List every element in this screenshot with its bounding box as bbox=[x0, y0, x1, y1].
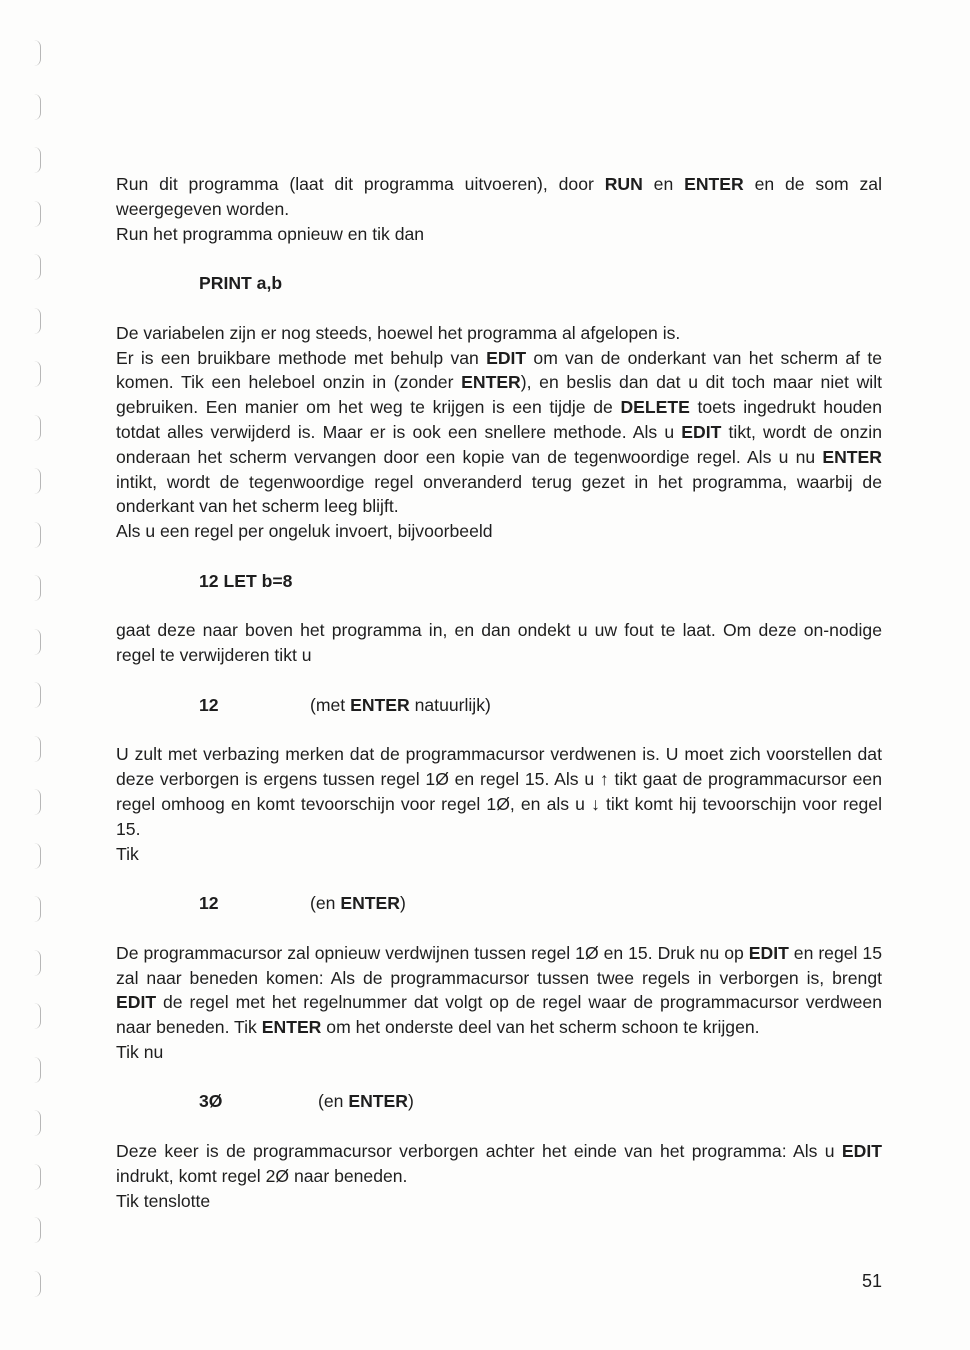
paragraph-accidental-line: Als u een regel per ongeluk invoert, bijvoorbeeld bbox=[116, 521, 493, 542]
keyword-enter: ENTER bbox=[261, 1017, 322, 1038]
paragraph-cursor-hidden: U zult met verbazing merken dat de programmacursor verdwenen is. U moet zich voorstellen dat deze verborgen is ergens tussen regel 1Ø en regel 15. Als u ↑ tikt gaat de programmacursor een regel omhoog en komt tevoorschijn voor regel 1Ø, en als u ↓ tikt komt hij tevoorschijn voor regel 15. bbox=[116, 744, 882, 839]
binding-hole-mark bbox=[34, 94, 41, 120]
paragraph-end-of-program: Deze keer is de programmacursor verborgen achter het einde van het programma: Als u EDIT indrukt, komt regel 2Ø naar beneden. bbox=[116, 1141, 882, 1186]
paragraph-tik-tenslotte: Tik tenslotte bbox=[116, 1190, 211, 1211]
keyword-run: RUN bbox=[604, 174, 643, 194]
code-example-30-enter: 3Ø (en ENTER) bbox=[199, 1089, 882, 1114]
binding-hole-marks bbox=[28, 40, 48, 1320]
paragraph-tik: Tik bbox=[116, 843, 139, 864]
binding-hole-mark bbox=[34, 1217, 41, 1243]
binding-hole-mark bbox=[34, 736, 41, 762]
keyword-edit: EDIT bbox=[116, 992, 157, 1013]
binding-hole-mark bbox=[34, 575, 41, 601]
code-example-let: 12 LET b=8 bbox=[199, 570, 293, 591]
binding-hole-mark bbox=[34, 789, 41, 815]
binding-hole-mark bbox=[34, 254, 41, 280]
code-note: (en ENTER) bbox=[318, 1091, 414, 1112]
binding-hole-mark bbox=[34, 468, 41, 494]
code-example-12-enter-2: 12 (en ENTER) bbox=[199, 891, 882, 916]
binding-hole-mark bbox=[34, 629, 41, 655]
binding-hole-mark bbox=[34, 1164, 41, 1190]
paragraph-run-program: Run dit programma (laat dit programma uitvoeren), door RUN en ENTER en de som zal weergegeven worden. bbox=[116, 174, 882, 219]
code-example-12-enter: 12 (met ENTER natuurlijk) bbox=[199, 693, 882, 718]
paragraph-variables: De variabelen zijn er nog steeds, hoewel het programma al afgelopen is. bbox=[116, 322, 681, 343]
binding-hole-mark bbox=[34, 415, 41, 441]
paragraph-run-again: Run het programma opnieuw en tik dan bbox=[116, 223, 425, 244]
keyword-edit: EDIT bbox=[486, 347, 527, 368]
binding-hole-mark bbox=[34, 843, 41, 869]
keyword-enter: ENTER bbox=[461, 372, 521, 393]
binding-hole-mark bbox=[34, 361, 41, 387]
code-note: (en ENTER) bbox=[310, 893, 406, 914]
binding-hole-mark bbox=[34, 201, 41, 227]
binding-hole-mark bbox=[34, 1057, 41, 1083]
binding-hole-mark bbox=[34, 1271, 41, 1297]
binding-hole-mark bbox=[34, 1003, 41, 1029]
code-note: (met ENTER natuurlijk) bbox=[310, 694, 491, 715]
binding-hole-mark bbox=[34, 308, 41, 334]
keyword-delete: DELETE bbox=[620, 397, 690, 418]
binding-hole-mark bbox=[34, 522, 41, 548]
page-number: 51 bbox=[861, 1271, 882, 1291]
binding-hole-mark bbox=[34, 1110, 41, 1136]
up-arrow-icon: ↑ bbox=[599, 769, 609, 790]
keyword-enter: ENTER bbox=[684, 174, 744, 194]
down-arrow-icon: ↓ bbox=[591, 793, 600, 814]
binding-hole-mark bbox=[34, 147, 41, 173]
binding-hole-mark bbox=[34, 950, 41, 976]
paragraph-remove-line: gaat deze naar boven het programma in, en dan ondekt u uw fout te laat. Om deze on-nodige regel te verwijderen tikt u bbox=[116, 620, 882, 666]
code-example-print: PRINT a,b bbox=[199, 273, 283, 294]
binding-hole-mark bbox=[34, 682, 41, 708]
keyword-edit: EDIT bbox=[748, 942, 789, 963]
keyword-edit: EDIT bbox=[681, 421, 722, 442]
page-content bbox=[116, 172, 882, 1213]
binding-hole-mark bbox=[34, 896, 41, 922]
binding-hole-mark bbox=[34, 40, 41, 66]
keyword-edit: EDIT bbox=[841, 1141, 882, 1162]
keyword-enter: ENTER bbox=[822, 446, 882, 467]
paragraph-edit-method: Er is een bruikbare methode met behulp van EDIT om van de onderkant van het scherm af te komen. Tik een heleboel onzin in (zonder ENTER), en beslis dan dat u dit toch maar niet wilt gebruiken. Een manier om het weg te krijgen is een tijdje de DELETE toets ingedrukt houden totdat alles verwijderd is. Maar er is ook een snellere methode. Als u EDIT tikt, wordt de onzin onderaan het scherm vervangen door een kopie van de tegenwoordige regel. Als u nu ENTER intikt, wordt de tegenwoordige regel onveranderd terug gezet in het programma, waarbij de onderkant van het scherm leeg blijft. bbox=[116, 347, 882, 517]
paragraph-tik-nu: Tik nu bbox=[116, 1041, 164, 1062]
paragraph-cursor-disappear: De programmacursor zal opnieuw verdwijnen tussen regel 1Ø en 15. Druk nu op EDIT en regel 15 zal naar beneden komen: Als de programmacursor tussen twee regels in verborgen is, brengt EDIT de regel met het regelnummer dat volgt op de regel waar de programmacursor verdween naar beneden. Tik ENTER om het onderste deel van het scherm schoon te krijgen. bbox=[116, 942, 882, 1038]
